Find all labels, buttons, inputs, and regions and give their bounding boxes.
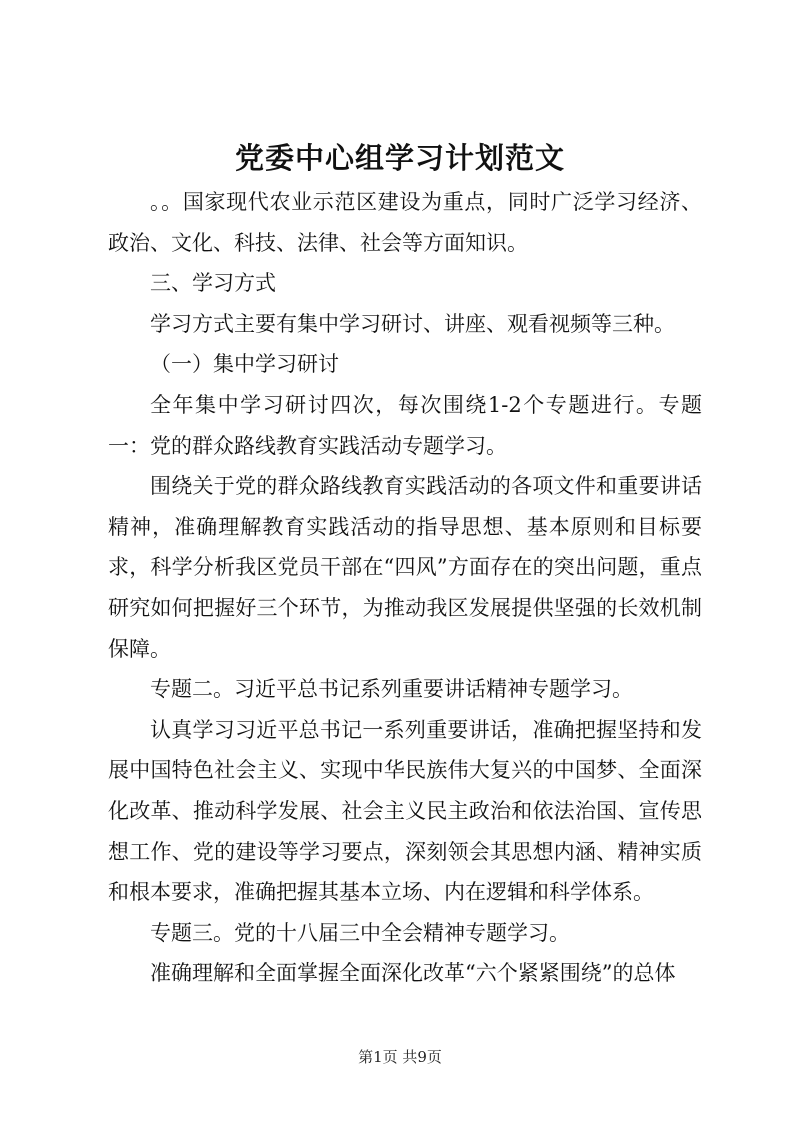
page-footer: 第1页 共9页 xyxy=(358,1048,442,1066)
paragraph: 围绕关于党的群众路线教育实践活动的各项文件和重要讲话精神，准确理解教育实践活动的指导思想、基本原则和目标要求，科学分析我区党员干部在“四风”方面存在的突出问题，重点研究如何把握好三个环节，为推动我区发展提供坚强的长效机制保障。 xyxy=(108,474,702,661)
paragraph: 准确理解和全面掌握全面深化改革“六个紧紧围绕”的总体 xyxy=(150,961,676,986)
paragraph: 专题三。党的十八届三中全会精神专题学习。 xyxy=(150,920,570,945)
subsection-heading: （一）集中学习研讨 xyxy=(150,352,339,377)
paragraph: 。。国家现代农业示范区建设为重点，同时广泛学习经济、政治、文化、科技、法律、社会等方面知识。 xyxy=(108,190,702,255)
paragraph: 全年集中学习研讨四次，每次围绕1-2个专题进行。专题一：党的群众路线教育实践活动专题学习。 xyxy=(108,392,702,458)
document-title: 党委中心组学习计划范文 xyxy=(234,141,565,175)
document-body xyxy=(108,182,702,994)
paragraph: 专题二。习近平总书记系列重要讲话精神专题学习。 xyxy=(150,677,633,702)
paragraph: 认真学习习近平总书记一系列重要讲话，准确把握坚持和发展中国特色社会主义、实现中华民族伟大复兴的中国梦、全面深化改革、推动科学发展、社会主义民主政治和依法治国、宣传思想工作、党的建设等学习要点，深刻领会其思想内涵、精神实质和根本要求，准确把握其基本立场、内在逻辑和科学体系。 xyxy=(108,717,702,905)
section-heading: 三、学习方式 xyxy=(150,271,276,296)
paragraph: 学习方式主要有集中学习研讨、讲座、观看视频等三种。 xyxy=(150,311,675,336)
